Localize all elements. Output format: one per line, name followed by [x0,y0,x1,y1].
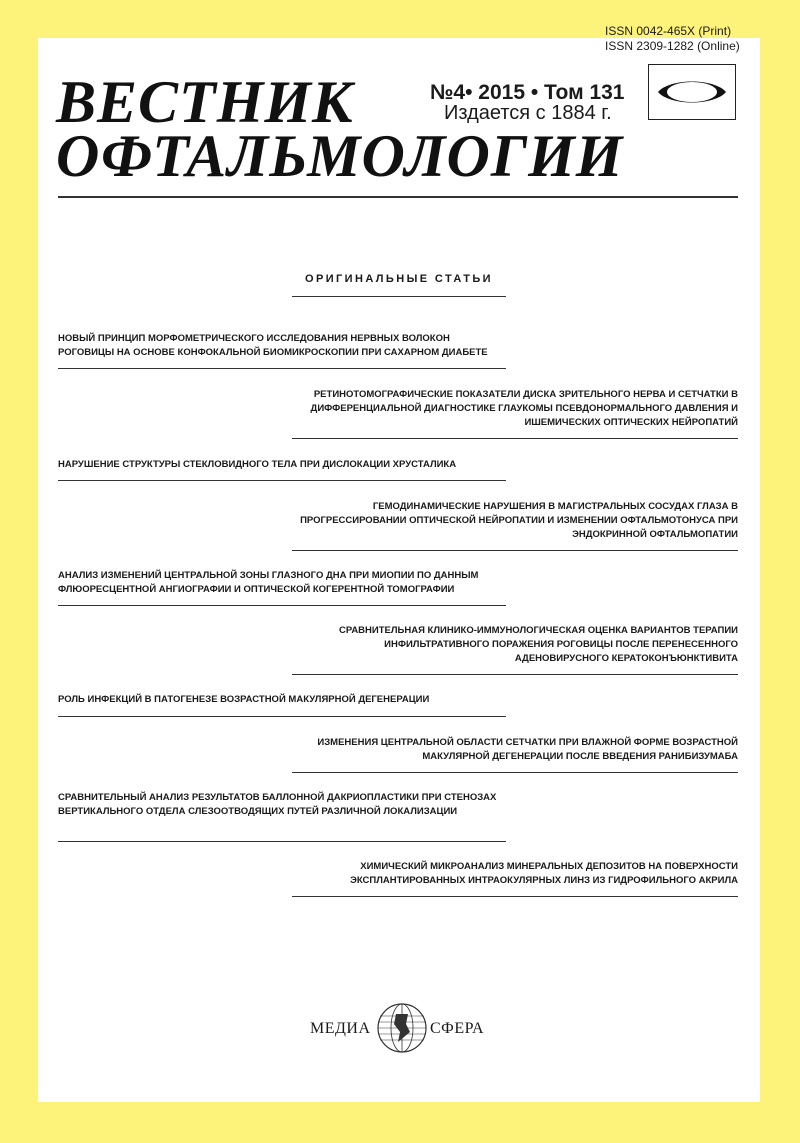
article-divider [292,550,738,551]
eye-logo-box [648,64,736,120]
published-since: Издается с 1884 г. [444,102,612,124]
article-item[interactable] [288,500,738,542]
masthead-divider [58,196,738,198]
issn-print: ISSN 0042-465X (Print) [605,24,732,38]
article-title: СРАВНИТЕЛЬНЫЙ АНАЛИЗ РЕЗУЛЬТАТОВ БАЛЛОННОЙ ДАКРИОПЛАСТИКИ ПРИ СТЕНОЗАХ ВЕРТИКАЛЬНОГО ОТДЕЛА СЛЕЗООТВОДЯЩИХ ПУТЕЙ РАЗЛИЧНОЙ ЛОКАЛИЗАЦИИ [58,792,497,817]
article-title: НАРУШЕНИЕ СТРУКТУРЫ СТЕКЛОВИДНОГО ТЕЛА ПРИ ДИСЛОКАЦИИ ХРУСТАЛИКА [58,459,457,470]
article-title: ИЗМЕНЕНИЯ ЦЕНТРАЛЬНОЙ ОБЛАСТИ СЕТЧАТКИ ПРИ ВЛАЖНОЙ ФОРМЕ ВОЗРАСТНОЙ МАКУЛЯРНОЙ ДЕГЕНЕРАЦИИ ПОСЛЕ ВВЕДЕНИЯ РАНИБИЗУМАБА [317,737,738,762]
article-item[interactable] [288,860,738,888]
issue-info: №4• 2015 • Том 131 [430,81,625,104]
journal-title-line1: ВЕСТНИК [56,69,354,135]
issn-online: ISSN 2309-1282 (Online) [605,39,740,53]
article-divider [292,438,738,439]
publisher-word-right: СФЕРА [430,1020,484,1037]
publisher-word-left: МЕДИА [310,1020,371,1037]
eye-icon [654,72,730,112]
article-item[interactable] [288,388,738,430]
article-item[interactable] [58,569,508,597]
publisher-logo [310,1002,490,1054]
article-item[interactable] [288,736,738,764]
article-title: НОВЫЙ ПРИНЦИП МОРФОМЕТРИЧЕСКОГО ИССЛЕДОВАНИЯ НЕРВНЫХ ВОЛОКОН РОГОВИЦЫ НА ОСНОВЕ КОНФОКАЛЬНОЙ БИОМИКРОСКОПИИ ПРИ САХАРНОМ ДИАБЕТЕ [58,333,488,358]
article-title: ГЕМОДИНАМИЧЕСКИЕ НАРУШЕНИЯ В МАГИСТРАЛЬНЫХ СОСУДАХ ГЛАЗА В ПРОГРЕССИРОВАНИИ ОПТИЧЕСКОЙ НЕЙРОПАТИИ И ИЗМЕНЕНИИ ОФТАЛЬМОТОНУСА ПРИ ЭНДОКРИННОЙ ОФТАЛЬМОПАТИИ [300,501,738,540]
article-item[interactable] [58,791,508,819]
article-title: АНАЛИЗ ИЗМЕНЕНИЙ ЦЕНТРАЛЬНОЙ ЗОНЫ ГЛАЗНОГО ДНА ПРИ МИОПИИ ПО ДАННЫМ ФЛЮОРЕСЦЕНТНОЙ АНГИОГРАФИИ И ОПТИЧЕСКОЙ КОГЕРЕНТНОЙ ТОМОГРАФИИ [58,570,479,595]
article-item[interactable] [288,624,738,666]
article-title: РОЛЬ ИНФЕКЦИЙ В ПАТОГЕНЕЗЕ ВОЗРАСТНОЙ МАКУЛЯРНОЙ ДЕГЕНЕРАЦИИ [58,694,430,705]
globe-icon [376,1002,428,1054]
article-divider [58,605,506,606]
journal-title-line2: ОФТАЛЬМОЛОГИИ [56,123,624,189]
article-title: РЕТИНОТОМОГРАФИЧЕСКИЕ ПОКАЗАТЕЛИ ДИСКА ЗРИТЕЛЬНОГО НЕРВА И СЕТЧАТКИ В ДИФФЕРЕНЦИАЛЬНОЙ ДИАГНОСТИКЕ ГЛАУКОМЫ ПСЕВДОНОРМАЛЬНОГО ДАВЛЕНИЯ И ИШЕМИЧЕСКИХ ОПТИЧЕСКИХ НЕЙРОПАТИЙ [310,389,738,428]
article-divider [292,772,738,773]
article-divider [292,896,738,897]
section-title: ОРИГИНАЛЬНЫЕ СТАТЬИ [305,273,493,285]
article-item[interactable] [58,332,508,360]
article-title: ХИМИЧЕСКИЙ МИКРОАНАЛИЗ МИНЕРАЛЬНЫХ ДЕПОЗИТОВ НА ПОВЕРХНОСТИ ЭКСПЛАНТИРОВАННЫХ ИНТРАОКУЛЯРНЫХ ЛИНЗ ИЗ ГИДРОФИЛЬНОГО АКРИЛА [350,861,738,886]
article-divider [58,841,506,842]
article-divider [58,716,506,717]
article-item[interactable] [58,693,508,707]
article-item[interactable] [58,458,508,472]
article-divider [58,480,506,481]
article-divider [58,368,506,369]
article-title: СРАВНИТЕЛЬНАЯ КЛИНИКО-ИММУНОЛОГИЧЕСКАЯ ОЦЕНКА ВАРИАНТОВ ТЕРАПИИ ИНФИЛЬТРАТИВНОГО ПОРАЖЕНИЯ РОГОВИЦЫ ПОСЛЕ ПЕРЕНЕСЕННОГО АДЕНОВИРУСНОГО КЕРАТОКОНЪЮНКТИВИТА [338,625,738,664]
section-divider [292,296,506,297]
article-divider [292,674,738,675]
